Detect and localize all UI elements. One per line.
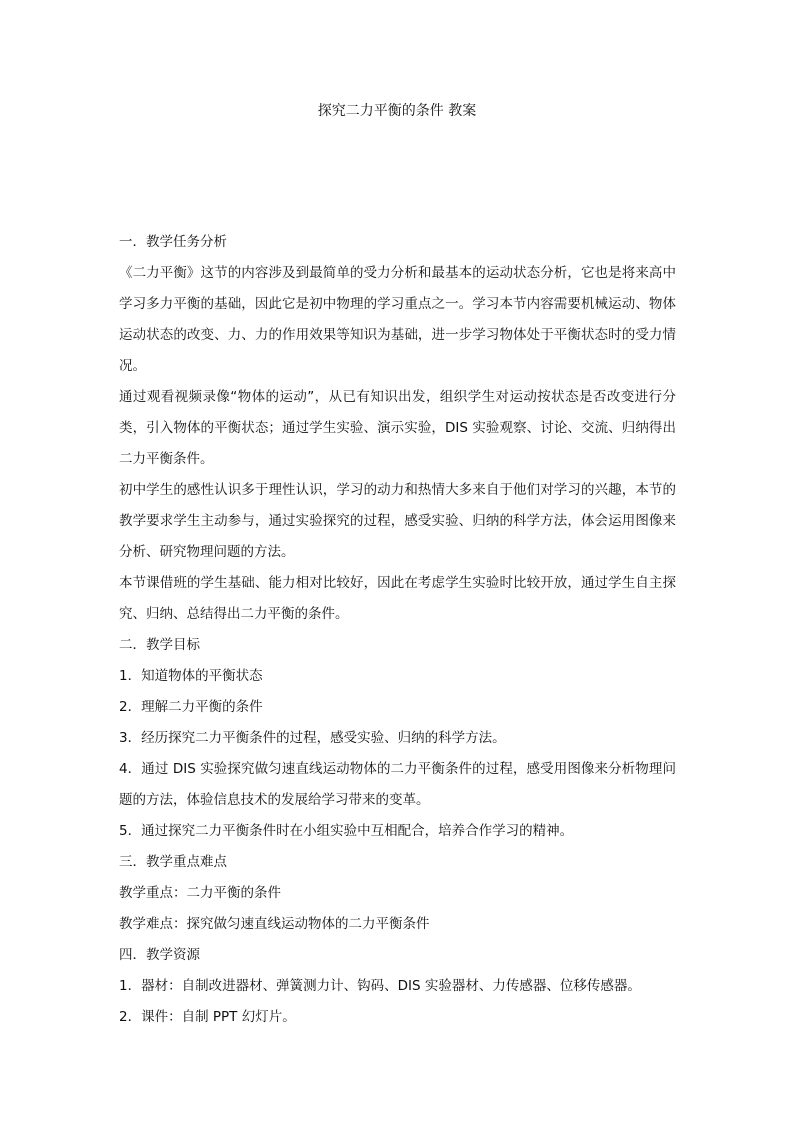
- section-heading-objectives: 二．教学目标: [119, 637, 200, 653]
- section-heading-key-points: 三．教学重点难点: [119, 854, 227, 870]
- paragraph-task-analysis-1: 《二力平衡》这节的内容涉及到最简单的受力分析和最基本的运动状态分析，它也是将来高中学习多力平衡的基础，因此它是初中物理的学习重点之一。学习本节内容需要机械运动、物体运动状态的改变、力、力的作用效果等知识为基础，进一步学习物体处于平衡状态时的受力情况。: [119, 265, 676, 374]
- document-body: [119, 227, 676, 1033]
- paragraph-task-analysis-2: 通过观看视频录像“物体的运动”，从已有知识出发，组织学生对运动按状态是否改变进行分类，引入物体的平衡状态；通过学生实验、演示实验，DIS 实验观察、讨论、交流、归纳得出二力平衡条件。: [119, 389, 676, 467]
- objective-item-2: 2．理解二力平衡的条件: [119, 699, 263, 715]
- objective-item-3: 3．经历探究二力平衡条件的过程，感受实验、归纳的科学方法。: [119, 730, 506, 746]
- objective-item-4: 4．通过 DIS 实验探究做匀速直线运动物体的二力平衡条件的过程，感受用图像来分析物理问题的方法，体验信息技术的发展给学习带来的变革。: [119, 761, 676, 808]
- key-point-text: 教学重点：二力平衡的条件: [119, 885, 281, 901]
- objective-item-1: 1．知道物体的平衡状态: [119, 668, 263, 684]
- paragraph-task-analysis-4: 本节课借班的学生基础、能力相对比较好，因此在考虑学生实验时比较开放，通过学生自主探究、归纳、总结得出二力平衡的条件。: [119, 575, 676, 622]
- paragraph-task-analysis-3: 初中学生的感性认识多于理性认识，学习的动力和热情大多来自于他们对学习的兴趣，本节的教学要求学生主动参与，通过实验探究的过程，感受实验、归纳的科学方法，体会运用图像来分析、研究物理问题的方法。: [119, 482, 676, 560]
- resource-item-1: 1．器材：自制改进器材、弹簧测力计、钩码、DIS 实验器材、力传感器、位移传感器。: [119, 978, 641, 994]
- resource-item-2: 2．课件：自制 PPT 幻灯片。: [119, 1009, 296, 1025]
- section-heading-task-analysis: 一．教学任务分析: [119, 234, 227, 250]
- objective-item-5: 5．通过探究二力平衡条件时在小组实验中互相配合，培养合作学习的精神。: [119, 823, 574, 839]
- section-heading-resources: 四．教学资源: [119, 947, 200, 963]
- document-title: 探究二力平衡的条件 教案: [317, 103, 477, 119]
- difficult-point-text: 教学难点：探究做匀速直线运动物体的二力平衡条件: [119, 916, 430, 932]
